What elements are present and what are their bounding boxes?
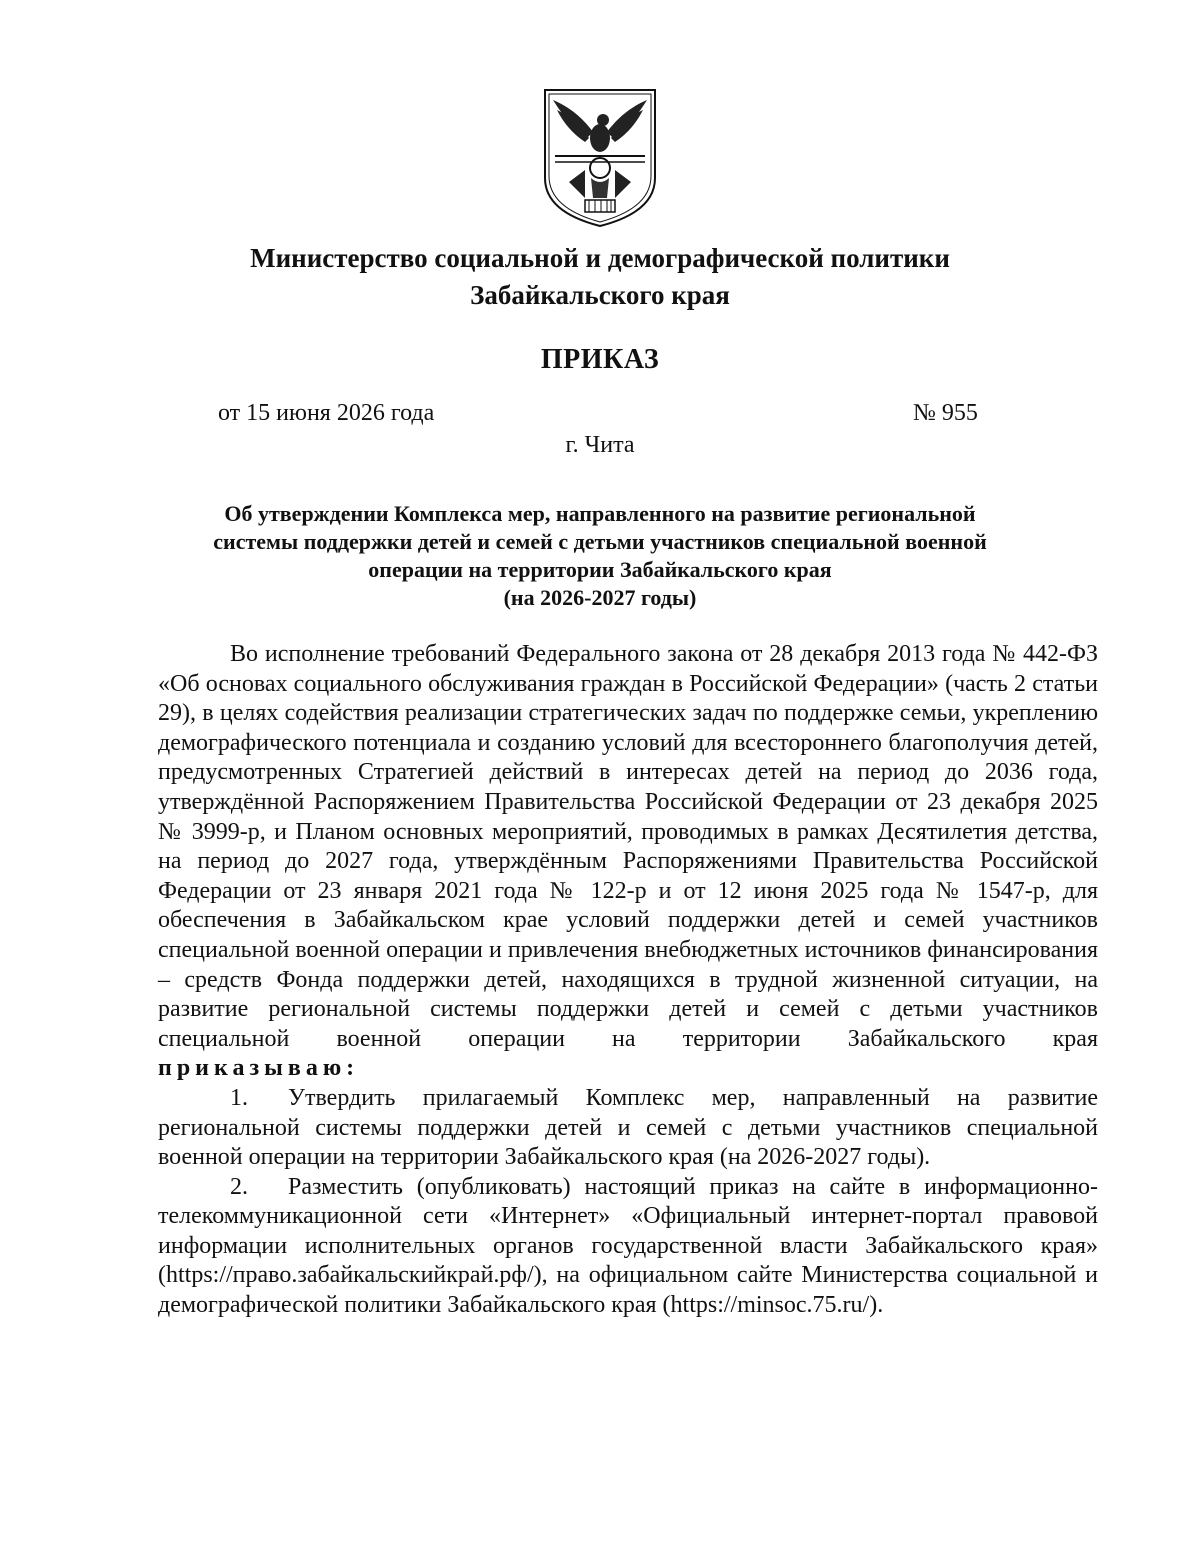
document-title [150, 500, 1050, 612]
order-word: приказываю: [158, 1055, 360, 1082]
title-line1: Об утверждении Комплекса мер, направленного на развитие региональной [224, 501, 976, 526]
order-item-2 [158, 1173, 1098, 1321]
item-text: Утвердить прилагаемый Комплекс мер, направленный на развитие региональной системы поддержки детей и семей с детьми участников специальной военной операции на территории Забайкальского края (на 2026-2027 годы). [158, 1084, 1098, 1171]
title-line4: (на 2026-2027 годы) [503, 585, 697, 610]
title-line3: операции на территории Забайкальского края [368, 557, 832, 582]
ministry-name-line2: Забайкальского края [470, 280, 730, 310]
item-text: Разместить (опубликовать) настоящий приказ на сайте в информационно-телекоммуникационной сети «Интернет» «Официальный интернет-портал правовой информации исполнительных органов государственной власти Забайкальского края» (https://право.забайкальскийкрай.рф/), на официальном сайте Министерства социальной и демографической политики Забайкальского края (https://minsoc.75.ru/). [158, 1173, 1098, 1319]
item-number: 1. [230, 1084, 248, 1111]
document-date: от 15 июня 2026 года [218, 400, 435, 426]
document-type: ПРИКАЗ [540, 344, 660, 375]
ministry-name-line1: Министерство социальной и демографической политики [250, 243, 950, 273]
order-item-1 [158, 1084, 1098, 1173]
coat-of-arms-emblem [541, 86, 659, 228]
preamble-paragraph: Во исполнение требований Федерального закона от 28 декабря 2013 года № 442-ФЗ «Об основах социального обслуживания граждан в Российской Федерации» (часть 2 статьи 29), в целях содействия реализации стратегических задач по поддержке семьи, укреплению демографического потенциала и созданию условий для всестороннего благополучия детей, предусмотренных Стратегией действий в интересах детей на период до 2036 года, утверждённой Распоряжением Правительства Российской Федерации от 23 декабря 2025 № 3999-р, и Планом основных мероприятий, проводимых в рамках Десятилетия детства, на период до 2027 года, утверждённым Распоряжениями Правительства Российской Федерации от 23 января 2021 года № 122-р и от 12 июня 2025 года № 1547-р, для обеспечения в Забайкальском крае условий поддержки детей и семей участников специальной военной операции и привлечения внебюджетных источников финансирования – средств Фонда поддержки детей, находящихся в трудной жизненной ситуации, на развитие региональной системы поддержки детей и семей с детьми участников специальной военной операции на территории Забайкальского края [158, 641, 1098, 1052]
title-line2: системы поддержки детей и семей с детьми участников специальной военной [213, 529, 987, 554]
document-body [158, 640, 1098, 1321]
item-number: 2. [230, 1173, 248, 1200]
document-city: г. Чита [565, 432, 635, 458]
ministry-name [150, 240, 1050, 314]
document-number: № 955 [913, 400, 978, 426]
